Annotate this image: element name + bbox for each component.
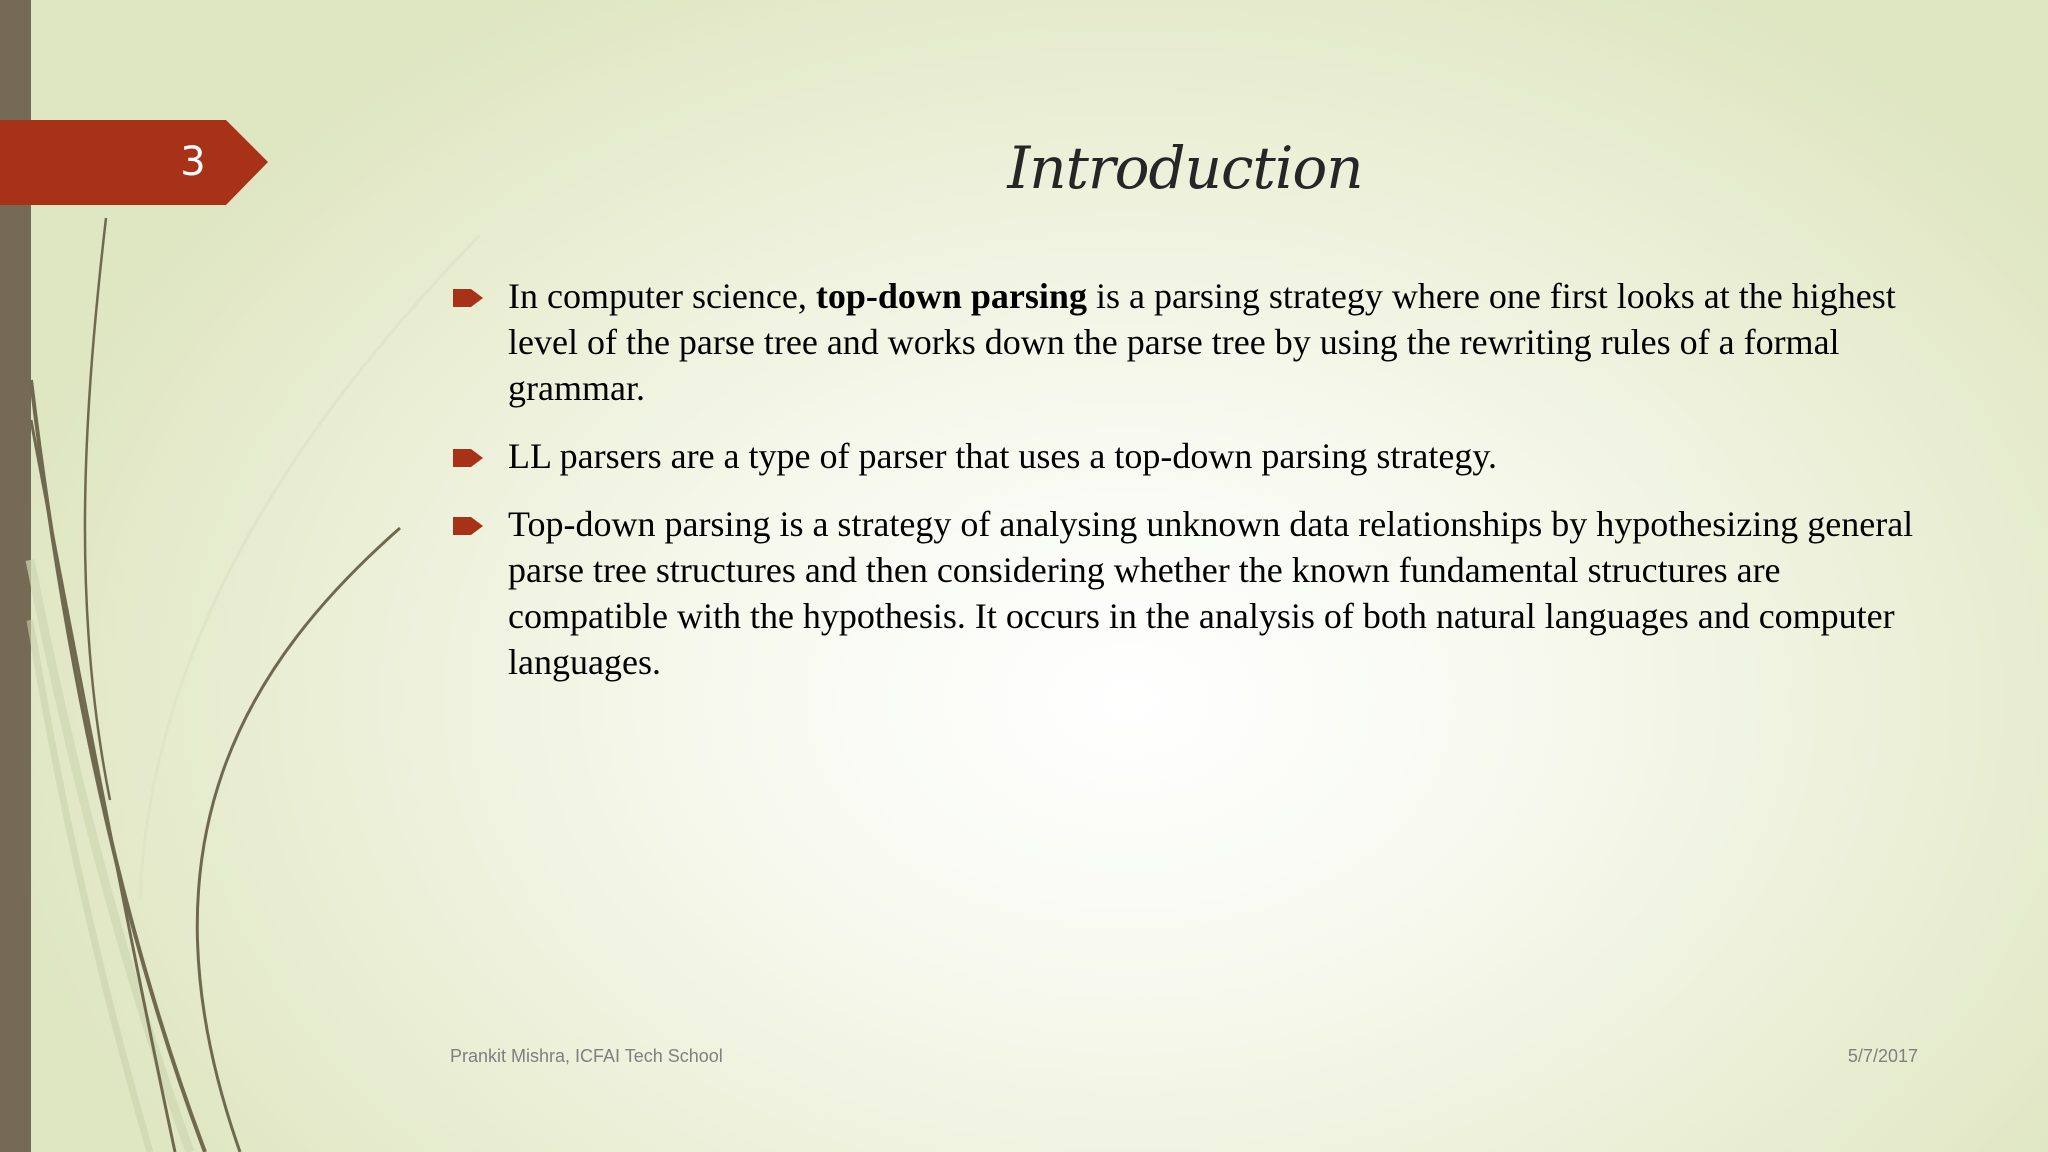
footer-date: 5/7/2017 [1847, 1046, 1918, 1066]
slide-number: 3 [180, 139, 206, 185]
bullet-text-before: In computer science, [508, 276, 816, 316]
slide-title: Introduction [1007, 134, 1363, 202]
bullet-text: Top-down parsing is a strategy of analysing unknown data relationships by hypothesizing general parse tree structures and then considering whether the known fundamental structures are compatible with the hypothesis. It occurs in the analysis of both natural languages and computer languages. [508, 504, 1914, 682]
arrow-right-icon [453, 517, 483, 535]
bullet-item [450, 433, 1930, 479]
footer-author: Prankit Mishra, ICFAI Tech School [450, 1046, 723, 1066]
bullet-text-bold: top-down parsing [815, 276, 1087, 316]
bullet-item [450, 273, 1930, 411]
bullet-item [450, 501, 1930, 685]
arrow-right-icon [453, 449, 483, 467]
bullet-text: LL parsers are a type of parser that uses a top-down parsing strategy. [508, 436, 1497, 476]
bullet-text-after: is a parsing strategy where one first looks at the highest level of the parse tree and works down the parse tree by using the rewriting rules of a formal grammar. [508, 276, 1896, 408]
bullet-list [450, 273, 1930, 707]
arrow-right-icon [453, 289, 483, 307]
